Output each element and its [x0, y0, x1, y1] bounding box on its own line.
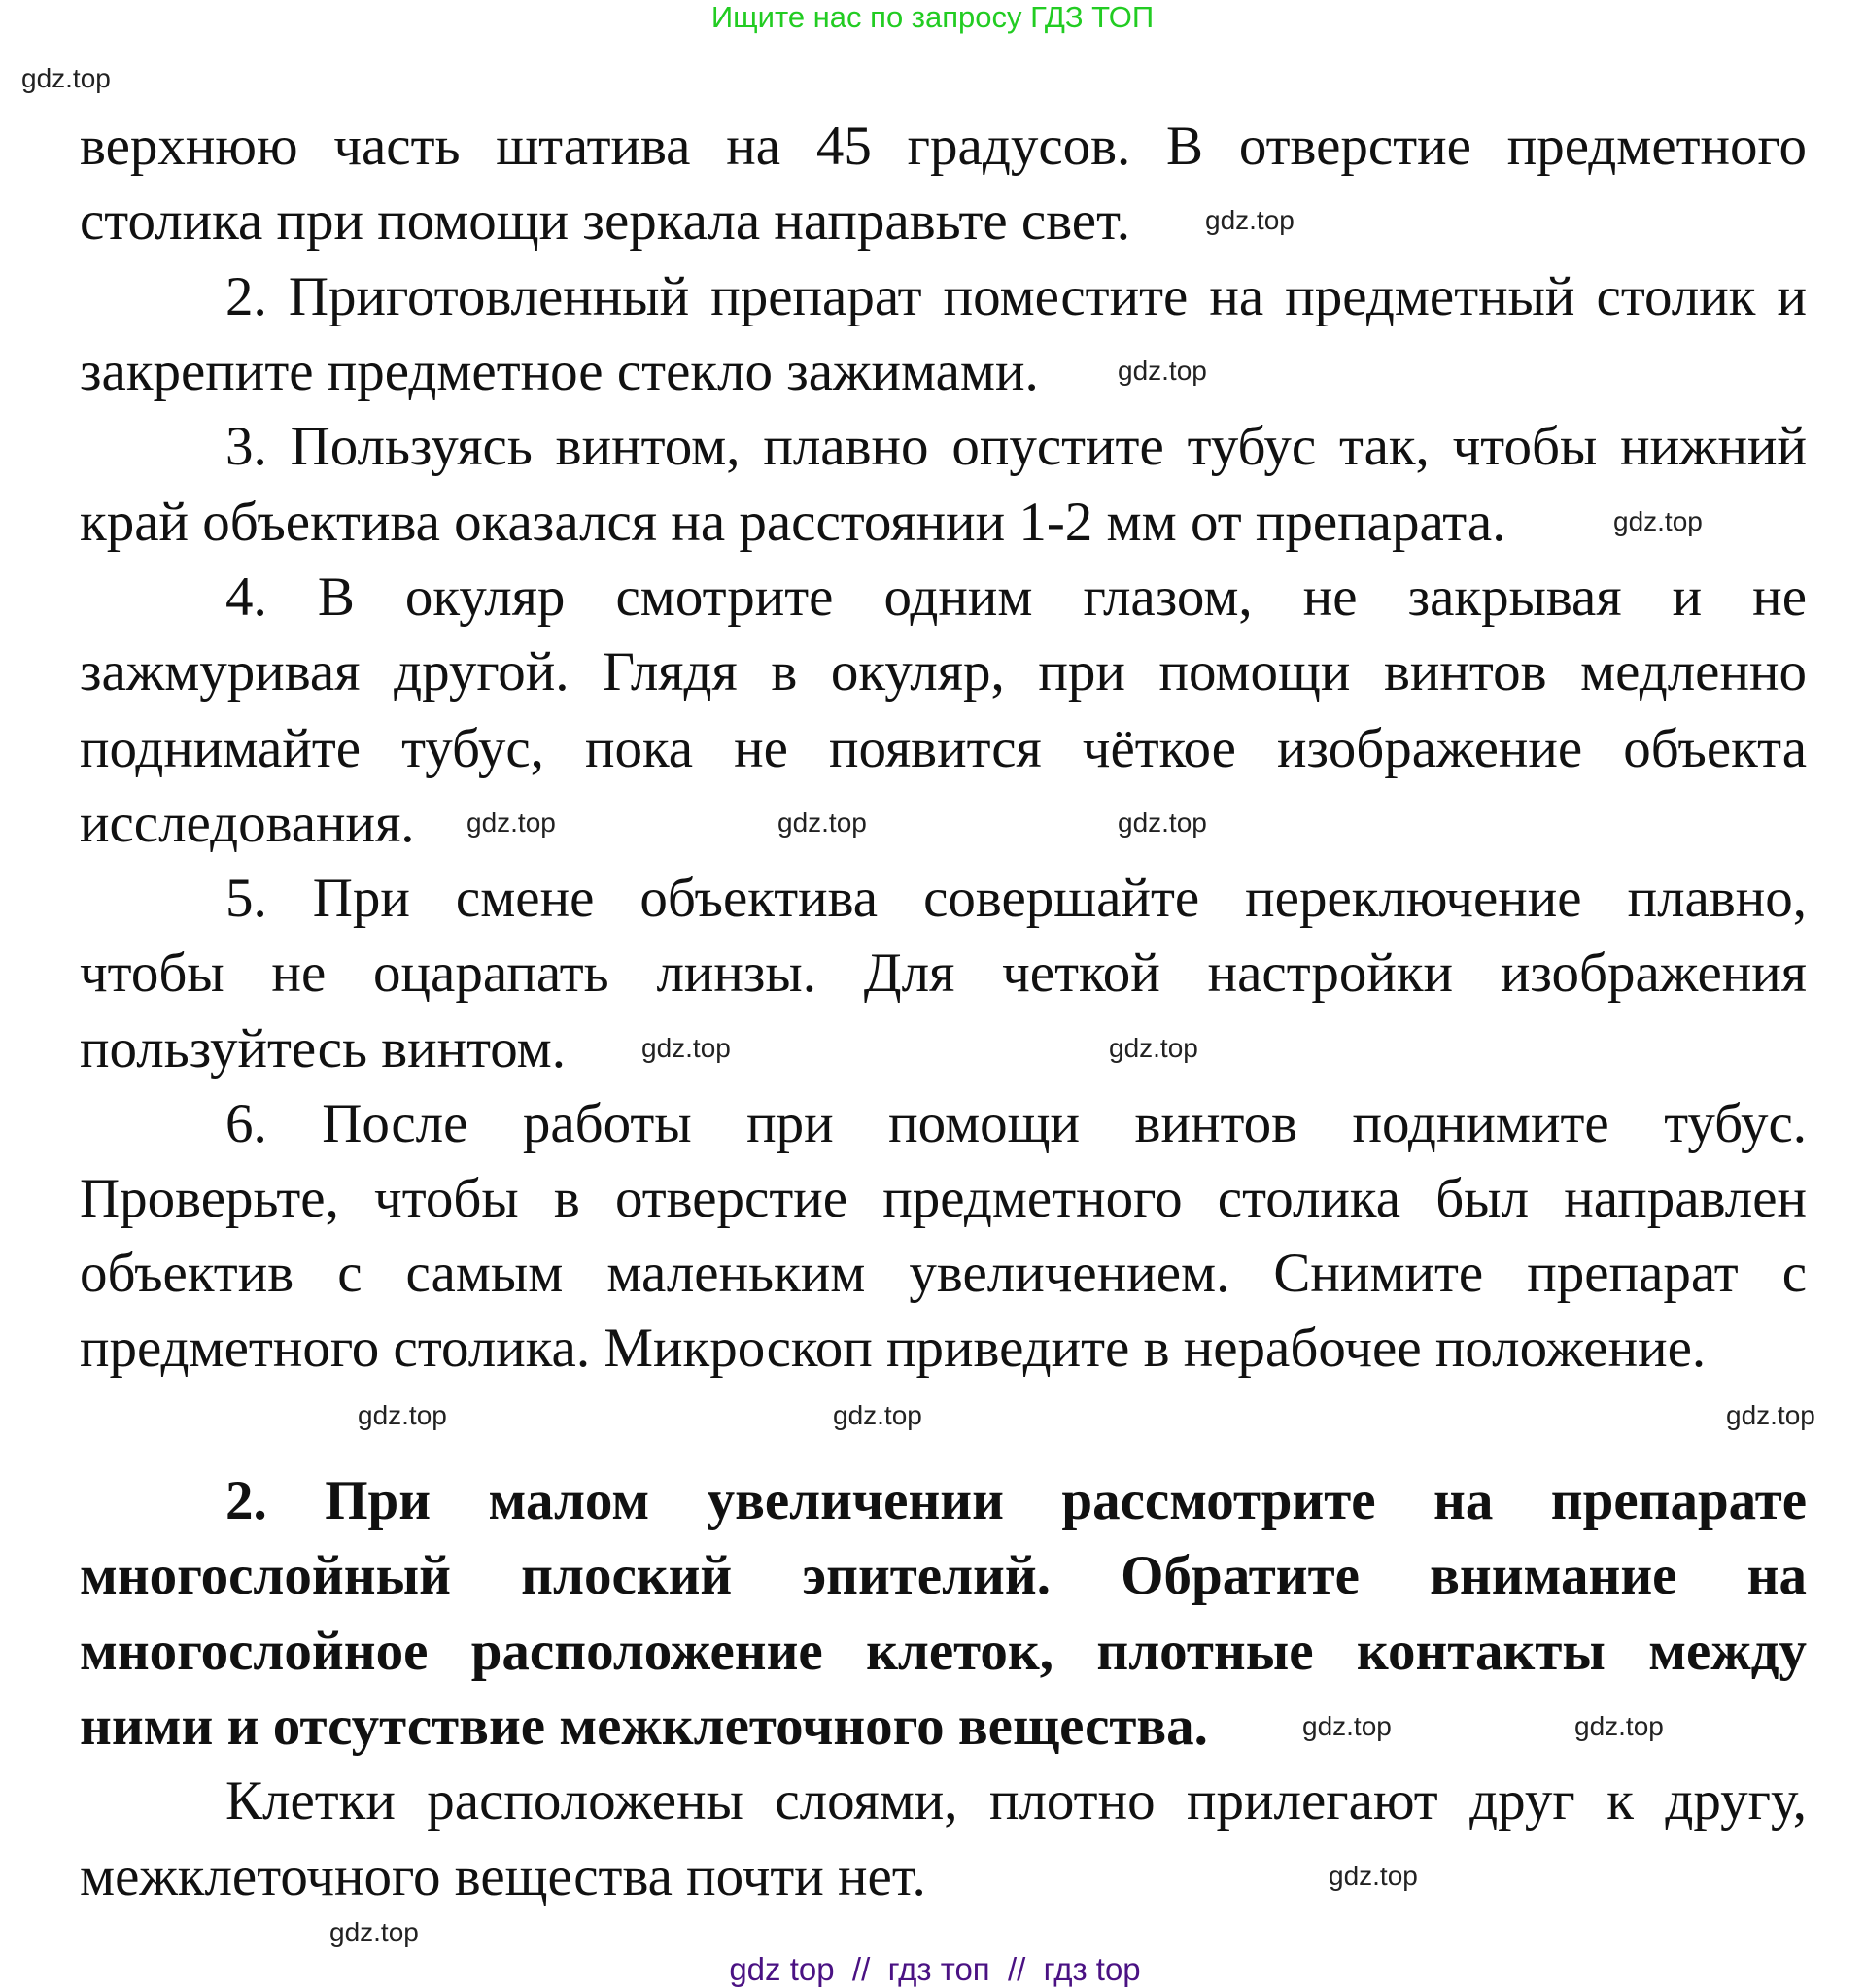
text-line: предметного столика. Микроскоп приведите в нерабочее положение. — [80, 1318, 1707, 1379]
text-line: 4. В окуляр смотрите одним глазом, не закрывая и не — [225, 566, 1807, 628]
watermark: gdz.top — [1109, 1033, 1198, 1063]
text-line: столика при помощи зеркала направьте свет. — [80, 190, 1130, 252]
watermark: gdz.top — [1726, 1400, 1815, 1430]
text-line: зажмуривая другой. Глядя в окуляр, при помощи винтов медленно — [80, 641, 1807, 703]
text-line: чтобы не оцарапать линзы. Для четкой настройки изображения — [80, 943, 1807, 1004]
watermark: gdz.top — [358, 1400, 447, 1430]
watermark: gdz.top — [1574, 1711, 1664, 1741]
watermark: gdz.top — [777, 807, 867, 838]
watermark: gdz.top — [21, 63, 111, 93]
answer-line: Клетки расположены слоями, плотно прилегают друг к другу, — [225, 1770, 1807, 1832]
watermark: gdz.top — [329, 1917, 419, 1947]
search-hint-banner: Ищите нас по запросу ГДЗ ТОП — [710, 0, 1155, 34]
watermark: gdz.top — [1118, 807, 1207, 838]
text-line: 2. Приготовленный препарат поместите на предметный столик и — [225, 266, 1807, 327]
task-heading-line: многослойный плоский эпителий. Обратите внимание на — [80, 1545, 1807, 1606]
watermark: gdz.top — [1118, 356, 1207, 386]
text-line: поднимайте тубус, пока не появится чёткое изображение объекта — [80, 718, 1807, 779]
watermark: gdz.top — [1613, 506, 1703, 536]
footer-links: gdz top // гдз топ // гдз top — [729, 1951, 1141, 1987]
task-heading-line: 2. При малом увеличении рассмотрите на препарате — [225, 1470, 1807, 1531]
text-line: исследования. — [80, 793, 415, 854]
text-line: верхнюю часть штатива на 45 градусов. В отверстие предметного — [80, 116, 1807, 177]
text-line: пользуйтесь винтом. — [80, 1018, 567, 1080]
text-line: объектив с самым маленьким увеличением. Снимите препарат с — [80, 1243, 1807, 1304]
watermark: gdz.top — [466, 807, 556, 838]
text-line: 3. Пользуясь винтом, плавно опустите тубус так, чтобы нижний — [225, 416, 1807, 477]
task-heading-line: многослойное расположение клеток, плотные контакты между — [80, 1621, 1807, 1682]
watermark: gdz.top — [1302, 1711, 1392, 1741]
watermark: gdz.top — [833, 1400, 922, 1430]
watermark: gdz.top — [1329, 1861, 1418, 1891]
watermark: gdz.top — [641, 1033, 731, 1063]
watermark: gdz.top — [1205, 205, 1295, 235]
text-line: край объектива оказался на расстоянии 1-2 мм от препарата. — [80, 492, 1506, 553]
text-line: Проверьте, чтобы в отверстие предметного столика был направлен — [80, 1168, 1807, 1229]
text-line: закрепите предметное стекло зажимами. — [80, 341, 1039, 402]
text-line: 5. При смене объектива совершайте переключение плавно, — [225, 868, 1807, 929]
answer-line: межклеточного вещества почти нет. — [80, 1846, 926, 1907]
text-line: 6. После работы при помощи винтов поднимите тубус. — [225, 1093, 1807, 1154]
task-heading-line: ними и отсутствие межклеточного вещества. — [80, 1696, 1208, 1757]
